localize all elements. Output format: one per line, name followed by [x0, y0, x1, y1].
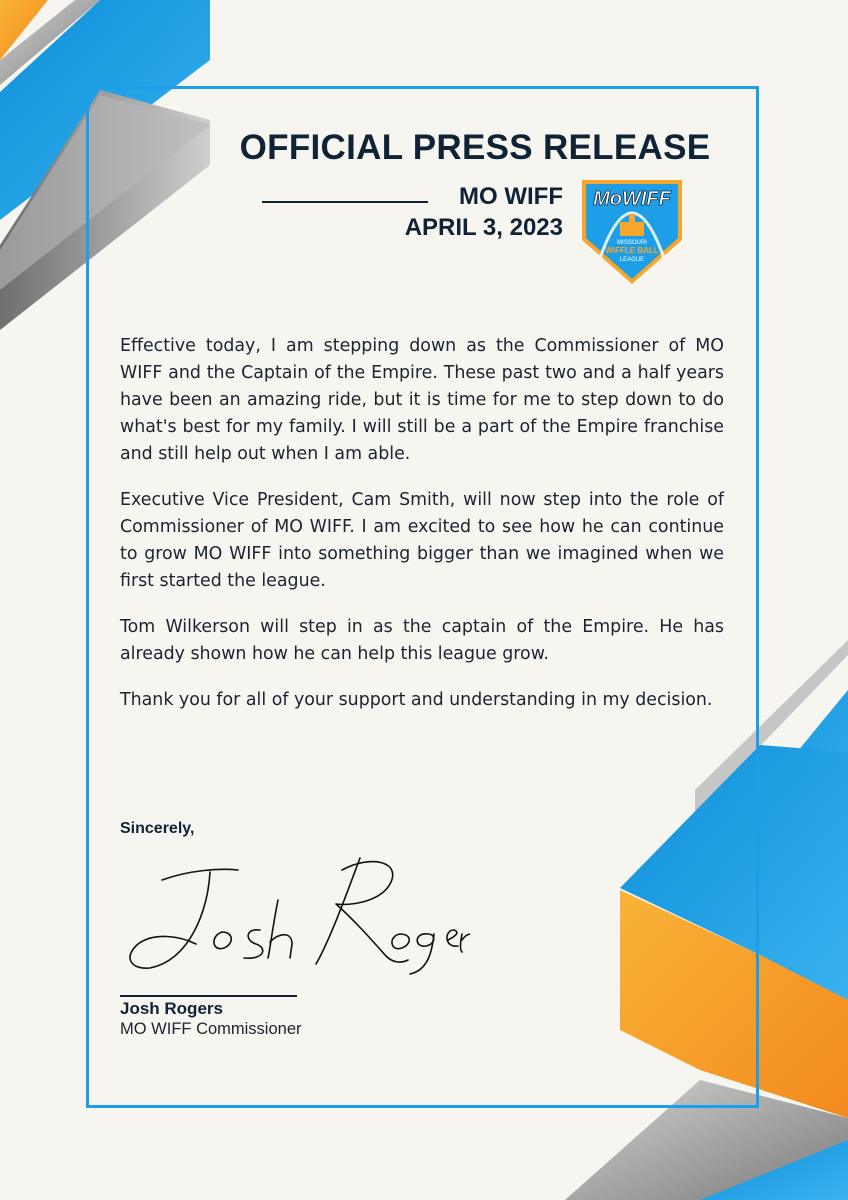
paragraph: Thank you for all of your support and understanding in my decision.: [120, 690, 713, 710]
logo-line-1: MISSOURI: [617, 240, 647, 246]
paragraph: Effective today, I am stepping down as the Commissioner of MO WIFF and the Captain of the Empire. These past two and a half years have been an amazing ride, but it is time for me to step down to do what's best for my family. I will still be a part of the Empire franchise and still help out when I am able.: [120, 336, 724, 464]
paragraph: Tom Wilkerson will step in as the captain of the Empire. He has already shown how he can help this league grow.: [120, 617, 724, 664]
page-title: OFFICIAL PRESS RELEASE: [239, 128, 711, 167]
press-release-body: [120, 333, 724, 733]
closing-salutation: Sincerely,: [120, 820, 195, 837]
signature-line: [120, 995, 297, 997]
signer-name: Josh Rogers: [120, 999, 223, 1018]
logo-wordmark: MoWIFF: [593, 188, 671, 210]
release-date: APRIL 3, 2023: [404, 214, 563, 241]
paragraph: Executive Vice President, Cam Smith, will now step into the role of Commissioner of MO WIFF. I am excited to see how he can continue to grow MO WIFF into something bigger than we imagined when we first started the league.: [120, 490, 724, 591]
handwritten-signature: [110, 840, 470, 990]
logo-line-2: WIFFLE BALL: [605, 246, 659, 255]
signer-title: MO WIFF Commissioner: [120, 1020, 302, 1038]
league-logo: [578, 178, 686, 286]
logo-line-3: LEAGUE: [619, 257, 645, 263]
organization-name: MO WIFF: [459, 183, 563, 210]
